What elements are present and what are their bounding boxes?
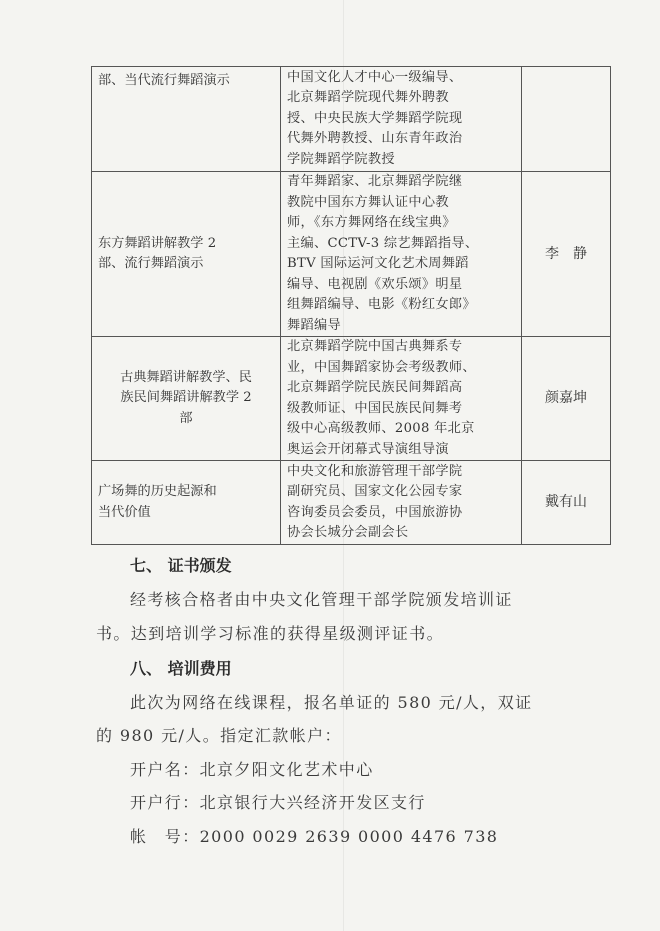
intro-line: 教院中国东方舞认证中心教 bbox=[287, 194, 449, 210]
intro-line: 协会长城分会副会长 bbox=[287, 525, 409, 540]
intro-line: 编导、电视剧《欢乐颂》明星 bbox=[287, 276, 463, 292]
intro-line: 代舞外聘教授、山东青年政治 bbox=[287, 131, 463, 147]
intro-line: BTV 国际运河文化艺术周舞蹈 bbox=[287, 256, 469, 271]
course-name-line: 族民间舞蹈讲解教学 2 bbox=[120, 390, 252, 406]
intro-line: 中国文化人才中心一级编导、 bbox=[287, 69, 463, 85]
intro-line: 中央文化和旅游管理干部学院 bbox=[287, 463, 463, 479]
bank-name: 开户行：北京银行大兴经济开发区支行 bbox=[130, 793, 426, 812]
teacher-name-cell: 李 静 bbox=[522, 172, 611, 337]
teacher-intro-cell bbox=[281, 461, 522, 545]
table-row bbox=[92, 67, 611, 172]
intro-line: 主编、CCTV-3 综艺舞蹈指导、 bbox=[287, 235, 479, 251]
teacher-intro-cell bbox=[281, 67, 522, 172]
course-name-line: 部、流行舞蹈演示 bbox=[98, 256, 204, 271]
course-name-cell bbox=[92, 461, 281, 545]
course-name-line: 广场舞的历史起源和 bbox=[98, 484, 217, 499]
intro-line: 业，中国舞蹈家协会考级教师、 bbox=[287, 359, 476, 375]
intro-line: 组舞蹈编导、电影《粉红女郎》 bbox=[287, 297, 476, 312]
account-name: 开户名：北京夕阳文化艺术中心 bbox=[130, 760, 374, 779]
table-row bbox=[92, 461, 611, 545]
intro-line: 学院舞蹈学院教授 bbox=[287, 151, 395, 167]
course-name-cell bbox=[92, 67, 281, 172]
course-name-cell bbox=[92, 172, 281, 337]
section-7-heading: 七、 证书颁发 bbox=[130, 556, 232, 575]
teacher-name-cell: 颜嘉坤 bbox=[522, 337, 611, 461]
section-7-line-2: 书。达到培训学习标准的获得星级测评证书。 bbox=[96, 624, 445, 643]
course-name-line: 东方舞蹈讲解教学 2 bbox=[98, 235, 217, 251]
intro-line: 北京舞蹈学院民族民间舞蹈高 bbox=[287, 380, 463, 395]
intro-line: 级教师证、中国民族民间舞考 bbox=[287, 400, 463, 416]
table-row bbox=[92, 337, 611, 461]
intro-line: 级中心高级教师、2008 年北京 bbox=[287, 421, 475, 436]
section-8-heading: 八、 培训费用 bbox=[130, 659, 232, 678]
section-8-line-2: 的 980 元/人。指定汇款帐户： bbox=[96, 726, 342, 745]
course-table bbox=[91, 66, 611, 545]
course-name-line: 古典舞蹈讲解教学、民 bbox=[120, 369, 252, 385]
course-name-line: 部、当代流行舞蹈演示 bbox=[98, 73, 230, 88]
intro-line: 舞蹈编导 bbox=[287, 317, 341, 333]
account-number: 帐 号：2000 0029 2639 0000 4476 738 bbox=[130, 827, 499, 846]
intro-line: 北京舞蹈学院现代舞外聘教 bbox=[287, 90, 449, 106]
teacher-name-cell bbox=[522, 67, 611, 172]
section-8-line-1: 此次为网络在线课程，报名单证的 580 元/人，双证 bbox=[130, 693, 533, 712]
table-row bbox=[92, 172, 611, 337]
teacher-intro-cell bbox=[281, 172, 522, 337]
intro-line: 青年舞蹈家、北京舞蹈学院继 bbox=[287, 174, 463, 189]
intro-line: 授、中央民族大学舞蹈学院现 bbox=[287, 110, 463, 126]
intro-line: 师，《东方舞网络在线宝典》 bbox=[287, 215, 456, 230]
section-7-line-1: 经考核合格者由中央文化管理干部学院颁发培训证 bbox=[130, 590, 513, 609]
teacher-name-cell: 戴有山 bbox=[522, 461, 611, 545]
teacher-intro-cell bbox=[281, 337, 522, 461]
intro-line: 奥运会开闭幕式导演组导演 bbox=[287, 441, 449, 457]
intro-line: 副研究员、国家文化公园专家 bbox=[287, 484, 463, 499]
intro-line: 咨询委员会委员，中国旅游协 bbox=[287, 504, 463, 520]
intro-line: 北京舞蹈学院中国古典舞系专 bbox=[287, 339, 463, 354]
course-name-line: 部 bbox=[179, 410, 193, 426]
course-name-cell bbox=[92, 337, 281, 461]
course-name-line: 当代价值 bbox=[98, 504, 151, 520]
